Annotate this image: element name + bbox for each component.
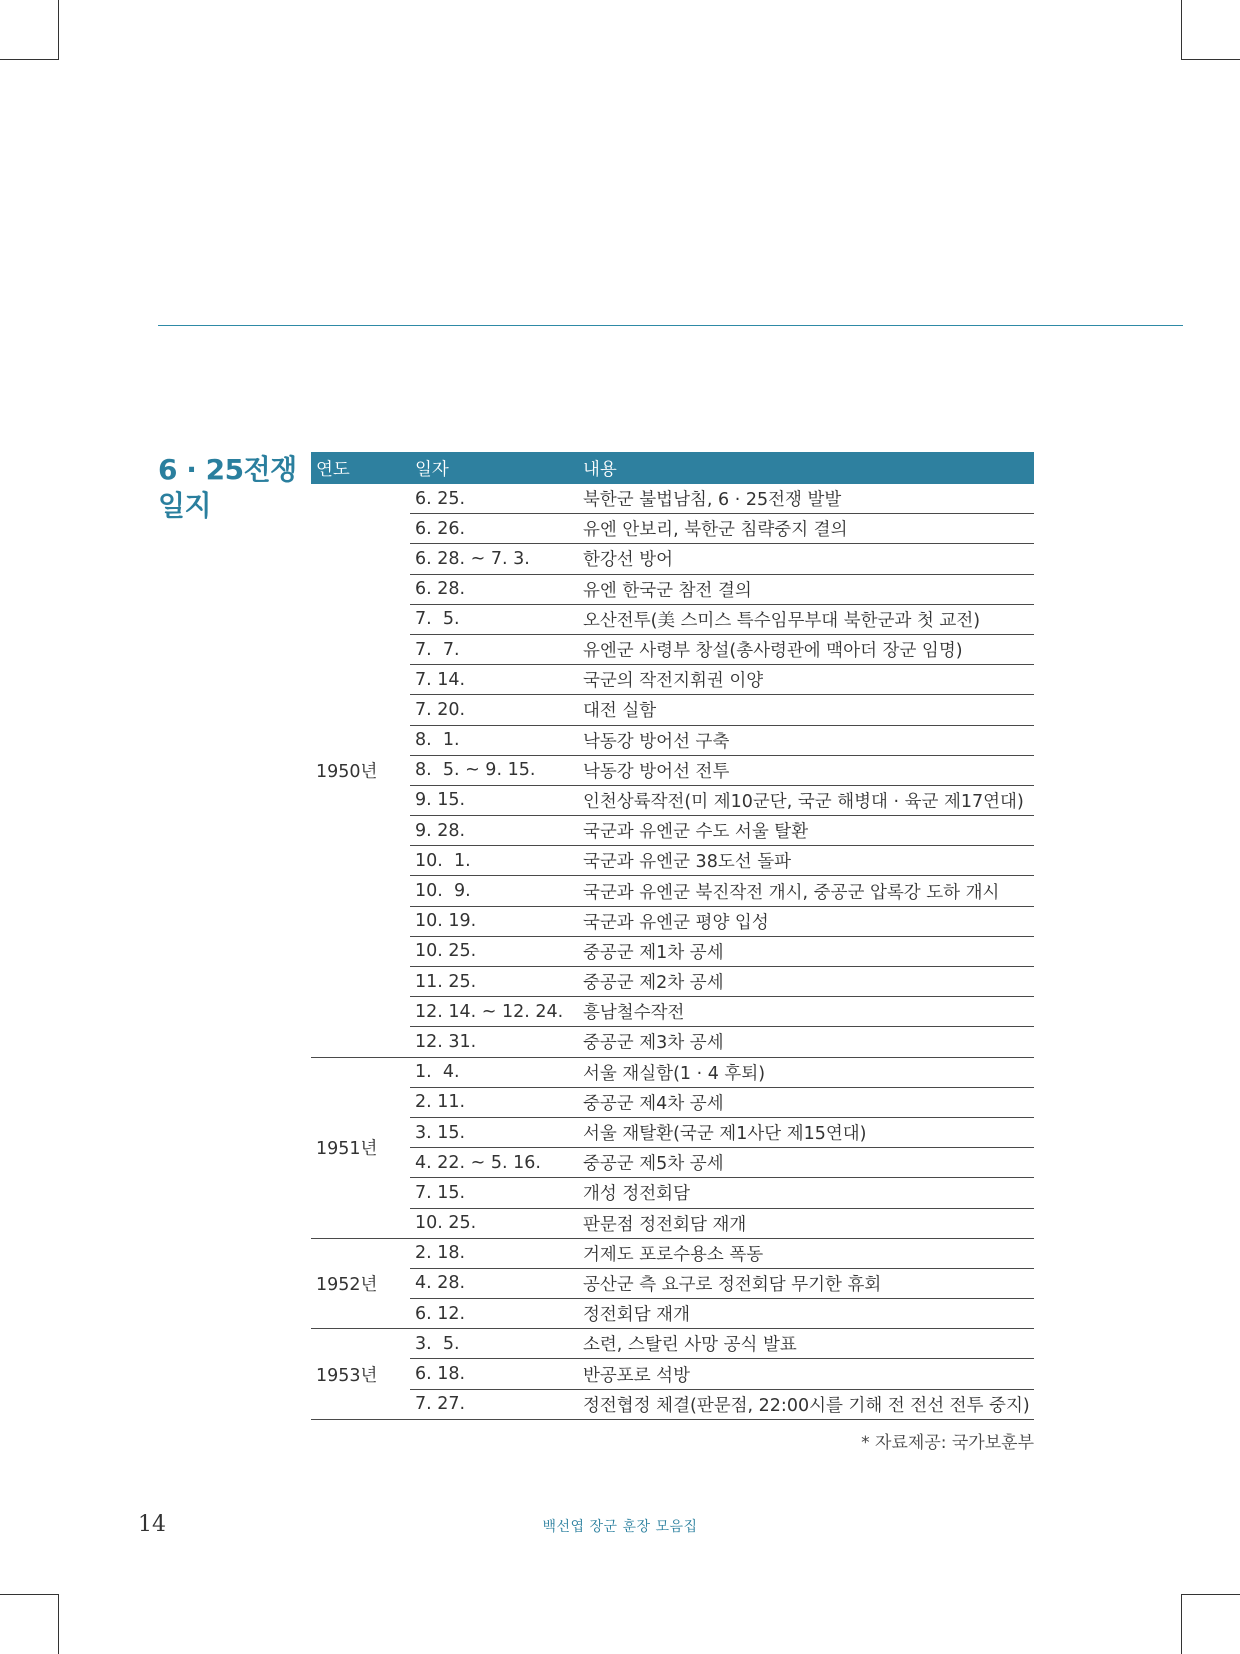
section-title <box>158 452 308 524</box>
date-cell: 6. 18. <box>410 1359 578 1389</box>
date-cell: 2. 11. <box>410 1087 578 1117</box>
crop-mark-bottom-left-v <box>58 1594 59 1654</box>
table-row <box>311 1117 1034 1147</box>
table-row <box>311 484 1034 514</box>
table-row <box>311 846 1034 876</box>
event-cell: 개성 정전회담 <box>578 1178 1034 1208</box>
event-cell: 국군과 유엔군 38도선 돌파 <box>578 846 1034 876</box>
page-number: 14 <box>138 1512 166 1537</box>
date-cell: 9. 28. <box>410 816 578 846</box>
year-cell: 1950년 <box>311 484 410 1057</box>
section-title-line-1: 6 · 25전쟁 <box>158 453 297 486</box>
event-cell: 중공군 제2차 공세 <box>578 967 1034 997</box>
table-row <box>311 936 1034 966</box>
event-cell: 판문점 정전회담 재개 <box>578 1208 1034 1238</box>
table-row <box>311 1178 1034 1208</box>
war-timeline-table <box>311 452 1034 1420</box>
crop-mark-bottom-right-v <box>1181 1594 1182 1654</box>
table-row <box>311 695 1034 725</box>
crop-mark-top-right-v <box>1181 0 1182 60</box>
date-cell: 7. 5. <box>410 604 578 634</box>
date-cell: 8. 5. ~ 9. 15. <box>410 755 578 785</box>
event-cell: 반공포로 석방 <box>578 1359 1034 1389</box>
table-row <box>311 1238 1034 1268</box>
event-cell: 국군과 유엔군 수도 서울 탈환 <box>578 816 1034 846</box>
event-cell: 유엔 한국군 참전 결의 <box>578 574 1034 604</box>
table-row <box>311 906 1034 936</box>
table-row <box>311 967 1034 997</box>
date-cell: 10. 19. <box>410 906 578 936</box>
event-cell: 서울 재실함(1 · 4 후퇴) <box>578 1057 1034 1087</box>
date-cell: 4. 28. <box>410 1268 578 1298</box>
date-cell: 6. 28. ~ 7. 3. <box>410 544 578 574</box>
date-cell: 6. 28. <box>410 574 578 604</box>
event-cell: 흥남철수작전 <box>578 997 1034 1027</box>
table-row <box>311 574 1034 604</box>
date-cell: 6. 12. <box>410 1299 578 1329</box>
table-row <box>311 816 1034 846</box>
table-row <box>311 1359 1034 1389</box>
table-row <box>311 544 1034 574</box>
table-row <box>311 785 1034 815</box>
date-cell: 12. 14. ~ 12. 24. <box>410 997 578 1027</box>
footer-book-title: 백선엽 장군 훈장 모음집 <box>542 1519 698 1535</box>
year-cell: 1951년 <box>311 1057 410 1238</box>
date-cell: 11. 25. <box>410 967 578 997</box>
header-rule <box>158 325 1183 326</box>
crop-mark-top-left-v <box>58 0 59 60</box>
table-row <box>311 1268 1034 1298</box>
table-row <box>311 1087 1034 1117</box>
table-row <box>311 514 1034 544</box>
table-row <box>311 1208 1034 1238</box>
date-cell: 10. 9. <box>410 876 578 906</box>
table-row <box>311 665 1034 695</box>
crop-mark-bottom-left-h <box>0 1594 59 1595</box>
event-cell: 정전회담 재개 <box>578 1299 1034 1329</box>
year-cell: 1953년 <box>311 1329 410 1420</box>
event-cell: 인천상륙작전(미 제10군단, 국군 해병대 · 육군 제17연대) <box>578 785 1034 815</box>
table-header-row <box>311 452 1034 484</box>
header-date: 일자 <box>410 452 578 484</box>
date-cell: 7. 20. <box>410 695 578 725</box>
date-cell: 9. 15. <box>410 785 578 815</box>
event-cell: 서울 재탈환(국군 제1사단 제15연대) <box>578 1117 1034 1147</box>
event-cell: 정전협정 체결(판문점, 22:00시를 기해 전 전선 전투 중지) <box>578 1389 1034 1419</box>
event-cell: 한강선 방어 <box>578 544 1034 574</box>
date-cell: 7. 7. <box>410 634 578 664</box>
table-row <box>311 1389 1034 1419</box>
event-cell: 중공군 제3차 공세 <box>578 1027 1034 1057</box>
header-year: 연도 <box>311 452 410 484</box>
table-row <box>311 997 1034 1027</box>
table-row <box>311 876 1034 906</box>
event-cell: 중공군 제5차 공세 <box>578 1148 1034 1178</box>
header-event: 내용 <box>578 452 1034 484</box>
event-cell: 북한군 불법남침, 6 · 25전쟁 발발 <box>578 484 1034 514</box>
crop-mark-bottom-right-h <box>1181 1594 1240 1595</box>
date-cell: 10. 25. <box>410 936 578 966</box>
table-row <box>311 755 1034 785</box>
table-row <box>311 604 1034 634</box>
date-cell: 1. 4. <box>410 1057 578 1087</box>
table-row <box>311 1299 1034 1329</box>
event-cell: 국군과 유엔군 북진작전 개시, 중공군 압록강 도하 개시 <box>578 876 1034 906</box>
date-cell: 10. 1. <box>410 846 578 876</box>
event-cell: 소련, 스탈린 사망 공식 발표 <box>578 1329 1034 1359</box>
table-row <box>311 634 1034 664</box>
table-row <box>311 1027 1034 1057</box>
date-cell: 10. 25. <box>410 1208 578 1238</box>
event-cell: 대전 실함 <box>578 695 1034 725</box>
event-cell: 공산군 측 요구로 정전회담 무기한 휴회 <box>578 1268 1034 1298</box>
table-row <box>311 1057 1034 1087</box>
event-cell: 유엔군 사령부 창설(총사령관에 맥아더 장군 임명) <box>578 634 1034 664</box>
event-cell: 거제도 포로수용소 폭동 <box>578 1238 1034 1268</box>
date-cell: 4. 22. ~ 5. 16. <box>410 1148 578 1178</box>
date-cell: 12. 31. <box>410 1027 578 1057</box>
date-cell: 6. 25. <box>410 484 578 514</box>
date-cell: 3. 15. <box>410 1117 578 1147</box>
date-cell: 8. 1. <box>410 725 578 755</box>
event-cell: 낙동강 방어선 전투 <box>578 755 1034 785</box>
source-note: * 자료제공: 국가보훈부 <box>861 1433 1034 1453</box>
date-cell: 7. 15. <box>410 1178 578 1208</box>
event-cell: 오산전투(美 스미스 특수임무부대 북한군과 첫 교전) <box>578 604 1034 634</box>
crop-mark-top-left-h <box>0 59 59 60</box>
date-cell: 6. 26. <box>410 514 578 544</box>
table-row <box>311 1148 1034 1178</box>
event-cell: 중공군 제1차 공세 <box>578 936 1034 966</box>
date-cell: 7. 14. <box>410 665 578 695</box>
event-cell: 유엔 안보리, 북한군 침략중지 결의 <box>578 514 1034 544</box>
date-cell: 3. 5. <box>410 1329 578 1359</box>
table-body <box>311 484 1034 1419</box>
event-cell: 국군과 유엔군 평양 입성 <box>578 906 1034 936</box>
event-cell: 국군의 작전지휘권 이양 <box>578 665 1034 695</box>
section-title-line-2: 일지 <box>158 489 212 522</box>
date-cell: 2. 18. <box>410 1238 578 1268</box>
event-cell: 중공군 제4차 공세 <box>578 1087 1034 1117</box>
crop-mark-top-right-h <box>1181 59 1240 60</box>
date-cell: 7. 27. <box>410 1389 578 1419</box>
table-row <box>311 1329 1034 1359</box>
table-row <box>311 725 1034 755</box>
year-cell: 1952년 <box>311 1238 410 1329</box>
event-cell: 낙동강 방어선 구축 <box>578 725 1034 755</box>
